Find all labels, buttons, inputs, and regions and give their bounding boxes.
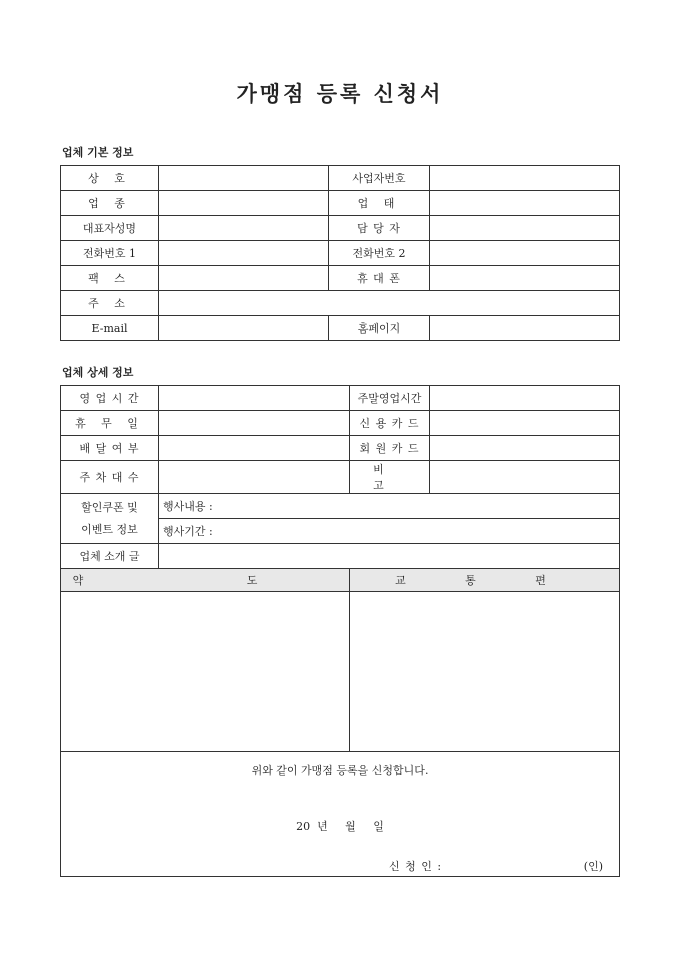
fax-field[interactable] (159, 266, 329, 291)
event-content-label: 행사내용 : (163, 500, 213, 513)
label-member-card: 회 원 카 드 (350, 436, 430, 461)
business-no-field[interactable] (430, 166, 620, 191)
phone2-field[interactable] (430, 241, 620, 266)
intro-field[interactable] (159, 544, 620, 569)
label-fax: 팩 스 (61, 266, 159, 291)
label-weekend-hours: 주말영업시간 (350, 386, 430, 411)
label-coupon-event: 할인쿠폰 및 이벤트 정보 (61, 494, 159, 544)
statement-text: 위와 같이 가맹점 등록을 신청합니다. (251, 764, 429, 777)
mobile-field[interactable] (430, 266, 620, 291)
label-representative: 대표자성명 (61, 216, 159, 241)
section-basic-heading: 업체 기본 정보 (62, 146, 134, 159)
event-content-field[interactable] (159, 494, 620, 519)
label-address: 주 소 (61, 291, 159, 316)
label-intro: 업체 소개 글 (61, 544, 159, 569)
label-homepage: 홈페이지 (329, 316, 430, 341)
page-title: 가맹점 등록 신청서 (236, 81, 444, 106)
business-category-field[interactable] (430, 191, 620, 216)
label-parking: 주 차 대 수 (61, 461, 159, 494)
label-business-type: 업 종 (61, 191, 159, 216)
representative-field[interactable] (159, 216, 329, 241)
credit-card-field[interactable] (430, 411, 620, 436)
label-business-no: 사업자번호 (329, 166, 430, 191)
applicant-label: 신 청 인 : (389, 860, 443, 873)
holiday-field[interactable] (159, 411, 350, 436)
date-line: 20 년 월 일 (296, 820, 384, 833)
label-phone2: 전화번호 2 (329, 241, 430, 266)
parking-field[interactable] (159, 461, 350, 494)
member-card-field[interactable] (430, 436, 620, 461)
event-period-field[interactable] (159, 519, 620, 544)
signature-block (61, 752, 620, 877)
event-period-label: 행사기간 : (163, 525, 213, 538)
basic-info-table (60, 165, 620, 341)
label-note: 비 고 (350, 461, 430, 494)
label-company-name: 상 호 (61, 166, 159, 191)
phone1-field[interactable] (159, 241, 329, 266)
company-name-field[interactable] (159, 166, 329, 191)
note-field[interactable] (430, 461, 620, 494)
label-hours: 영 업 시 간 (61, 386, 159, 411)
label-manager: 담 당 자 (329, 216, 430, 241)
hours-field[interactable] (159, 386, 350, 411)
address-field[interactable] (159, 291, 620, 316)
label-holiday: 휴 무 일 (61, 411, 159, 436)
seal-mark: (인) (583, 860, 603, 873)
label-email: E-mail (61, 316, 159, 341)
delivery-field[interactable] (159, 436, 350, 461)
transport-header: 교 통 편 (350, 569, 620, 592)
section-detail-heading: 업체 상세 정보 (62, 366, 134, 379)
label-business-category: 업 태 (329, 191, 430, 216)
label-phone1: 전화번호 1 (61, 241, 159, 266)
manager-field[interactable] (430, 216, 620, 241)
detail-info-table (60, 385, 620, 877)
transport-area[interactable] (350, 592, 620, 752)
map-header: 약 도 (61, 569, 350, 592)
email-field[interactable] (159, 316, 329, 341)
weekend-hours-field[interactable] (430, 386, 620, 411)
homepage-field[interactable] (430, 316, 620, 341)
map-area[interactable] (61, 592, 350, 752)
label-credit-card: 신 용 카 드 (350, 411, 430, 436)
business-type-field[interactable] (159, 191, 329, 216)
label-delivery: 배 달 여 부 (61, 436, 159, 461)
label-mobile: 휴 대 폰 (329, 266, 430, 291)
